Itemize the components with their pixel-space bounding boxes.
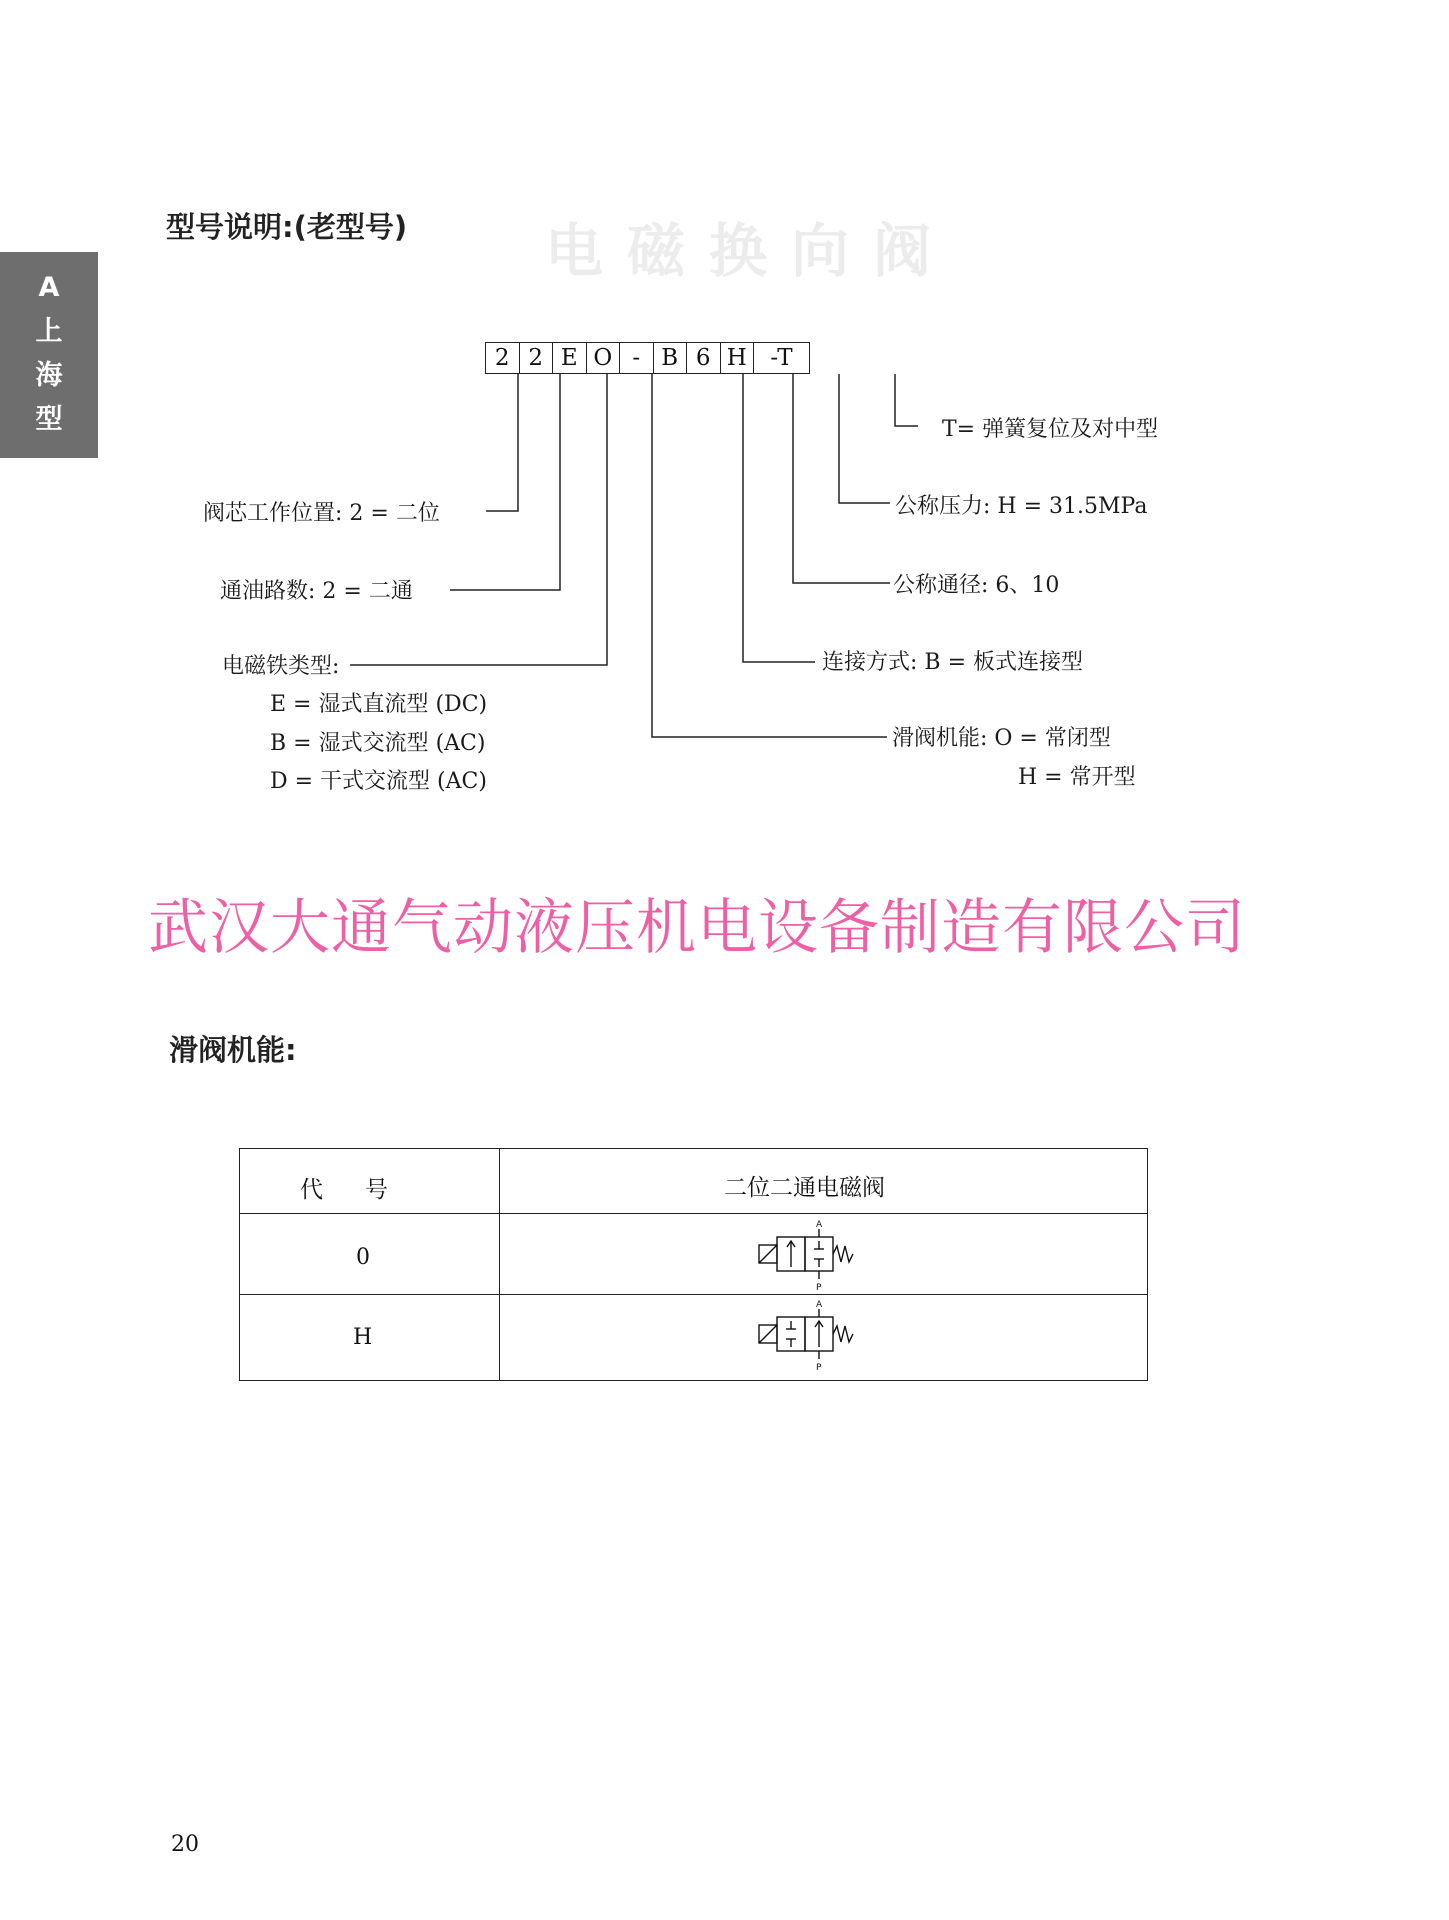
label-spool-function-o: 滑阀机能: O = 常闭型 xyxy=(892,726,1111,751)
label-spool-function-h: H = 常开型 xyxy=(1018,765,1136,790)
code-cell-positions: 2 xyxy=(486,343,520,373)
label-return-type: T= 弹簧复位及对中型 xyxy=(942,417,1159,442)
model-heading: 型号说明:(老型号) xyxy=(166,210,408,244)
side-tab-char-2: 海 xyxy=(35,360,63,391)
code-cell-return: -T xyxy=(770,345,793,371)
row-code-0: 0 xyxy=(356,1245,370,1270)
ghost-title: 电磁换向阀 xyxy=(545,217,956,285)
port-p-label-1: P xyxy=(816,1363,822,1373)
row-code-1: H xyxy=(353,1325,373,1350)
spool-function-table xyxy=(239,1148,1148,1381)
header-code: 代号 xyxy=(300,1177,430,1203)
label-spool-positions: 阀芯工作位置: 2 = 二位 xyxy=(203,501,440,526)
label-solenoid-e: E = 湿式直流型 (DC) xyxy=(270,692,488,717)
page-number: 20 xyxy=(171,1832,199,1857)
valve-symbol-closed xyxy=(755,1217,875,1293)
side-tab-letter: A xyxy=(38,272,60,303)
code-cell-connection: B xyxy=(654,343,688,373)
label-connection: 连接方式: B = 板式连接型 xyxy=(822,650,1083,675)
function-heading: 滑阀机能: xyxy=(169,1033,297,1067)
side-tab-char-3: 型 xyxy=(35,404,63,435)
company-watermark: 武汉大通气动液压机电设备制造有限公司 xyxy=(148,893,1246,963)
label-ways: 通油路数: 2 = 二通 xyxy=(220,579,413,604)
header-valve: 二位二通电磁阀 xyxy=(724,1175,885,1201)
side-tab-char-1: 上 xyxy=(35,316,63,347)
valve-symbol-open xyxy=(755,1297,875,1377)
port-a-label-1: A xyxy=(816,1300,823,1310)
code-cell-function: O xyxy=(587,343,621,373)
code-cell-pressure: H xyxy=(721,343,755,373)
label-diameter: 公称通径: 6、10 xyxy=(893,573,1060,598)
label-pressure: 公称压力: H = 31.5MPa xyxy=(895,494,1148,519)
code-cell-diameter: 6 xyxy=(687,343,721,373)
port-a-label-0: A xyxy=(816,1220,823,1230)
code-cell-dash: - xyxy=(620,343,654,373)
code-cell-ways: 2 xyxy=(520,343,554,373)
port-p-label-0: P xyxy=(816,1283,822,1293)
label-solenoid-d: D = 干式交流型 (AC) xyxy=(270,769,487,794)
label-solenoid-type-title: 电磁铁类型: xyxy=(222,654,340,679)
label-solenoid-b: B = 湿式交流型 (AC) xyxy=(270,731,486,756)
code-cell-solenoid: E xyxy=(553,343,587,373)
leader-lines xyxy=(0,0,1449,800)
